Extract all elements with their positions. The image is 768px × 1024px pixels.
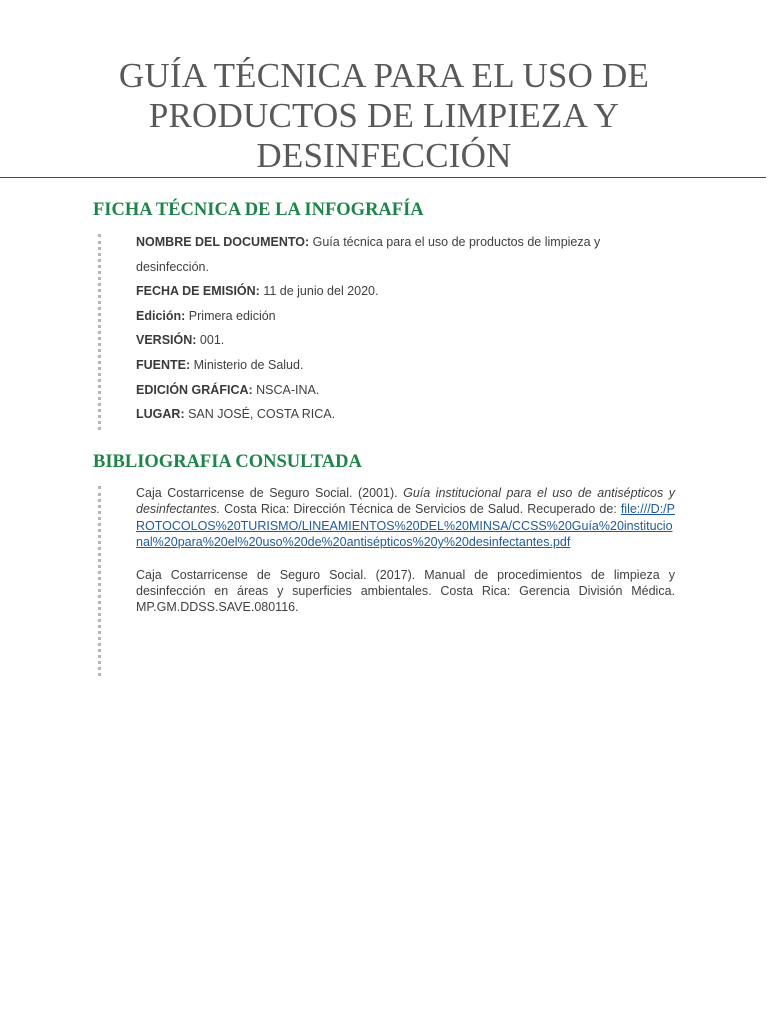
bibliografia-heading: BIBLIOGRAFIA CONSULTADA: [93, 452, 362, 472]
ficha-field-edicion-grafica: [136, 378, 616, 403]
field-label: VERSIÓN:: [136, 333, 197, 348]
title-divider: [0, 177, 766, 178]
ficha-heading: FICHA TÉCNICA DE LA INFOGRAFÍA: [93, 200, 424, 220]
reference-item: Caja Costarricense de Seguro Social. (2017). Manual de procedimientos de limpieza y desinfección en áreas y superficies ambientales. Costa Rica: Gerencia División Médica. MP.GM.DDSS.SAVE.080116.: [136, 567, 675, 615]
title-line-3: DESINFECCIÓN: [256, 136, 512, 175]
bibliografia-list: [136, 485, 675, 632]
ficha-dotted-bar: [98, 234, 101, 430]
reference-publisher: Costa Rica: Dirección Técnica de Servicios de Salud. Recuperado de:: [220, 502, 621, 517]
ficha-field-fecha: [136, 279, 616, 304]
ficha-field-fuente: [136, 353, 616, 378]
ficha-field-lugar: [136, 402, 616, 427]
field-value: 001.: [196, 333, 225, 348]
field-label: FUENTE:: [136, 357, 191, 372]
reference-author: Caja Costarricense de Seguro Social. (2001).: [136, 486, 404, 500]
ficha-field-nombre: [136, 230, 616, 279]
field-value: NSCA-INA.: [252, 382, 320, 397]
field-value: 11 de junio del 2020.: [259, 284, 379, 299]
field-label: NOMBRE DEL DOCUMENTO:: [136, 235, 310, 249]
ficha-field-edicion: [136, 304, 616, 329]
field-label: FECHA DE EMISIÓN:: [136, 284, 260, 299]
ficha-fields: [136, 230, 616, 427]
bibliografia-dotted-bar: [98, 486, 101, 676]
field-value: Ministerio de Salud.: [190, 357, 304, 372]
ficha-field-version: [136, 328, 616, 353]
field-label: EDICIÓN GRÁFICA:: [136, 382, 253, 397]
title-line-2: PRODUCTOS DE LIMPIEZA Y: [148, 96, 620, 135]
field-value: Primera edición: [185, 308, 276, 323]
field-label: Edición:: [136, 308, 186, 323]
field-value: Guía técnica para el uso de productos de limpieza y desinfección.: [136, 235, 601, 274]
reference-title: Guía institucional para el uso de antisépticos y desinfectantes.: [136, 486, 675, 517]
field-value: SAN JOSÉ, COSTA RICA.: [184, 407, 336, 422]
title-line-1: GUÍA TÉCNICA PARA EL USO DE: [118, 56, 650, 95]
reference-link[interactable]: file:///D:/PROTOCOLOS%20TURISMO/LINEAMIENTOS%20DEL%20MINSA/CCSS%20Guía%20institucional%20para%20el%20uso%20de%20antisépticos%20y%20desinfectantes.pdf: [136, 502, 675, 550]
field-label: LUGAR:: [136, 407, 185, 422]
reference-item: [136, 485, 675, 551]
document-title: [40, 56, 728, 176]
